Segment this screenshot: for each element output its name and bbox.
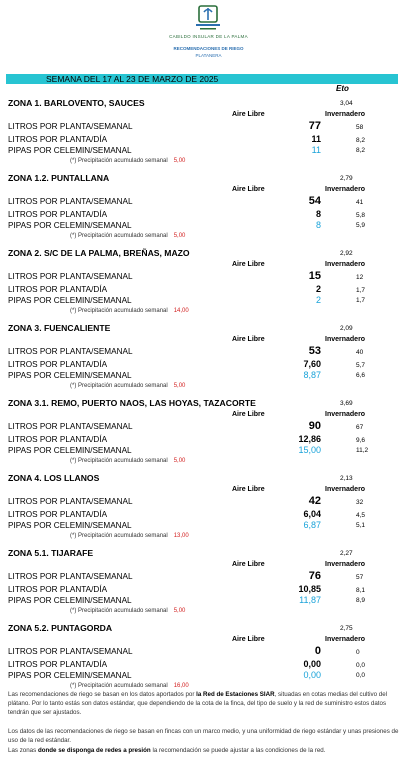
row-label-pipas: PIPAS POR CELEMIN/SEMANAL: [8, 296, 132, 305]
al-semanal-value: 53: [308, 345, 321, 357]
al-dia-value: 0,00: [303, 659, 321, 669]
al-dia-value: 8: [315, 209, 321, 219]
row-label-pipas: PIPAS POR CELEMIN/SEMANAL: [8, 596, 132, 605]
al-semanal-value: 15: [308, 270, 321, 282]
inv-pipas-value: 11,2: [356, 447, 369, 454]
al-pipas-value: 8: [315, 220, 321, 230]
inv-semanal-value: 32: [356, 499, 364, 506]
zone-eto: 3,69: [340, 400, 353, 407]
zone-eto: 3,04: [340, 100, 353, 107]
al-pipas-value: 2: [315, 295, 321, 305]
inv-dia-value: 1,7: [356, 287, 366, 294]
row-label-dia: LITROS POR PLANTA/DÍA: [8, 360, 108, 369]
al-pipas-value: 8,87: [303, 370, 321, 380]
zone-eto: 2,09: [340, 325, 353, 332]
precipitation-value: 5,00: [173, 458, 186, 464]
precipitation-note: (*) Precipitación acumulado semanal 5,00: [70, 608, 186, 614]
al-dia-value: 11: [311, 134, 321, 144]
zone-title: ZONA 5.2. PUNTAGORDA: [8, 623, 113, 633]
row-label-pipas: PIPAS POR CELEMIN/SEMANAL: [8, 521, 132, 530]
al-pipas-value: 0,00: [303, 670, 321, 680]
zone-block: [0, 544, 417, 619]
zone-title: ZONA 4. LOS LLANOS: [8, 473, 100, 483]
zone-eto: 2,75: [340, 625, 353, 632]
col-aire-libre: Aire Libre: [232, 261, 265, 268]
row-label-semanal: LITROS POR PLANTA/SEMANAL: [8, 122, 133, 131]
row-label-dia: LITROS POR PLANTA/DÍA: [8, 210, 108, 219]
zone-block: [0, 619, 417, 694]
eto-header: Eto: [336, 84, 349, 93]
precipitation-note: (*) Precipitación acumulado semanal 5,00: [70, 233, 186, 239]
row-label-pipas: PIPAS POR CELEMIN/SEMANAL: [8, 221, 132, 230]
inv-pipas-value: 1,7: [356, 297, 366, 304]
col-invernadero: Invernadero: [325, 561, 366, 568]
precipitation-note: (*) Precipitación acumulado semanal 14,00: [70, 308, 189, 314]
col-aire-libre: Aire Libre: [232, 336, 265, 343]
inv-dia-value: 5,7: [356, 362, 366, 369]
inv-dia-value: 8,1: [356, 587, 366, 594]
precipitation-value: 13,00: [173, 533, 189, 539]
col-invernadero: Invernadero: [325, 486, 366, 493]
zone-block: [0, 169, 417, 244]
row-label-semanal: LITROS POR PLANTA/SEMANAL: [8, 272, 133, 281]
al-pipas-value: 6,87: [303, 520, 321, 530]
precipitation-value: 14,00: [173, 308, 189, 314]
footer-paragraph-3: Las zonas donde se disponga de redes a presión la recomendación se puede ajustar a las condiciones de la red.: [8, 747, 326, 754]
org-line-1: CABILDO INSULAR DE LA PALMA: [169, 34, 248, 39]
cabildo-logo-icon: [190, 4, 226, 34]
precipitation-note: (*) Precipitación acumulado semanal 5,00: [70, 458, 186, 464]
row-label-semanal: LITROS POR PLANTA/SEMANAL: [8, 422, 133, 431]
row-label-dia: LITROS POR PLANTA/DÍA: [8, 510, 108, 519]
zone-title: ZONA 3.1. REMO, PUERTO NAOS, LAS HOYAS, TAZACORTE: [8, 398, 256, 408]
zone-eto: 2,92: [340, 250, 353, 257]
al-dia-value: 2: [315, 284, 321, 294]
al-pipas-value: 11,87: [299, 595, 321, 605]
row-label-semanal: LITROS POR PLANTA/SEMANAL: [8, 497, 133, 506]
row-label-semanal: LITROS POR PLANTA/SEMANAL: [8, 572, 133, 581]
inv-dia-value: 8,2: [356, 137, 366, 144]
inv-semanal-value: 57: [356, 574, 364, 581]
col-aire-libre: Aire Libre: [232, 411, 265, 418]
al-pipas-value: 15,00: [298, 445, 321, 455]
col-aire-libre: Aire Libre: [232, 111, 265, 118]
row-label-dia: LITROS POR PLANTA/DÍA: [8, 285, 108, 294]
inv-pipas-value: 6,6: [356, 372, 366, 379]
inv-dia-value: 4,5: [356, 512, 366, 519]
col-aire-libre: Aire Libre: [232, 561, 265, 568]
col-invernadero: Invernadero: [325, 636, 366, 643]
inv-semanal-value: 40: [356, 349, 364, 356]
row-label-semanal: LITROS POR PLANTA/SEMANAL: [8, 647, 133, 656]
precipitation-note: (*) Precipitación acumulado semanal 5,00: [70, 158, 186, 164]
inv-pipas-value: 8,2: [356, 147, 366, 154]
al-semanal-value: 42: [308, 495, 321, 507]
inv-dia-value: 9,6: [356, 437, 366, 444]
col-aire-libre: Aire Libre: [232, 186, 265, 193]
al-dia-value: 7,60: [303, 359, 321, 369]
zones-list: [0, 94, 417, 694]
col-invernadero: Invernadero: [325, 411, 366, 418]
al-semanal-value: 0: [314, 645, 321, 657]
zone-eto: 2,79: [340, 175, 353, 182]
inv-pipas-value: 8,9: [356, 597, 366, 604]
precipitation-value: 5,00: [173, 383, 186, 389]
precipitation-value: 5,00: [173, 233, 186, 239]
zone-block: [0, 244, 417, 319]
al-semanal-value: 54: [308, 195, 321, 207]
inv-pipas-value: 5,1: [356, 522, 366, 529]
row-label-dia: LITROS POR PLANTA/DÍA: [8, 135, 108, 144]
row-label-dia: LITROS POR PLANTA/DÍA: [8, 585, 108, 594]
header: [0, 0, 417, 74]
inv-semanal-value: 41: [356, 199, 364, 206]
al-dia-value: 12,86: [298, 434, 321, 444]
row-label-pipas: PIPAS POR CELEMIN/SEMANAL: [8, 446, 132, 455]
col-invernadero: Invernadero: [325, 261, 366, 268]
zone-title: ZONA 2. S/C DE LA PALMA, BREÑAS, MAZO: [8, 248, 190, 258]
org-line-2: RECOMENDACIONES DE RIEGO: [173, 46, 244, 51]
zone-title: ZONA 1. BARLOVENTO, SAUCES: [8, 98, 145, 108]
al-pipas-value: 11: [311, 145, 321, 155]
col-invernadero: Invernadero: [325, 336, 366, 343]
precipitation-value: 16,00: [173, 683, 189, 689]
inv-semanal-value: 0: [356, 649, 360, 656]
zone-block: [0, 94, 417, 169]
precipitation-note: (*) Precipitación acumulado semanal 16,00: [70, 683, 189, 689]
precipitation-note: (*) Precipitación acumulado semanal 13,00: [70, 533, 189, 539]
row-label-pipas: PIPAS POR CELEMIN/SEMANAL: [8, 371, 132, 380]
inv-dia-value: 5,8: [356, 212, 366, 219]
al-semanal-value: 76: [308, 570, 321, 582]
inv-semanal-value: 67: [356, 424, 364, 431]
precipitation-note: (*) Precipitación acumulado semanal 5,00: [70, 383, 186, 389]
zone-title: ZONA 3. FUENCALIENTE: [8, 323, 111, 333]
zone-block: [0, 469, 417, 544]
col-invernadero: Invernadero: [325, 186, 366, 193]
row-label-pipas: PIPAS POR CELEMIN/SEMANAL: [8, 671, 132, 680]
row-label-dia: LITROS POR PLANTA/DÍA: [8, 660, 108, 669]
col-aire-libre: Aire Libre: [232, 486, 265, 493]
precipitation-value: 5,00: [173, 158, 186, 164]
week-text: SEMANA DEL 17 AL 23 DE MARZO DE 2025: [46, 74, 219, 84]
row-label-pipas: PIPAS POR CELEMIN/SEMANAL: [8, 146, 132, 155]
zone-block: [0, 319, 417, 394]
row-label-dia: LITROS POR PLANTA/DÍA: [8, 435, 108, 444]
zone-title: ZONA 5.1. TIJARAFE: [8, 548, 94, 558]
col-aire-libre: Aire Libre: [232, 636, 265, 643]
week-banner: [6, 74, 398, 84]
col-invernadero: Invernadero: [325, 111, 366, 118]
zone-title: ZONA 1.2. PUNTALLANA: [8, 173, 110, 183]
zone-eto: 2,27: [340, 550, 353, 557]
footer-paragraph-2: Los datos de las recomendaciones de riego se basan en fincas con un marco medio, y una uniformidad de riego estándar y unas presiones de uso de la red estándar.: [8, 728, 399, 744]
zone-eto: 2,13: [340, 475, 353, 482]
org-line-3: PLATANERA: [195, 53, 222, 58]
al-semanal-value: 90: [308, 420, 321, 432]
al-semanal-value: 77: [308, 120, 321, 132]
footer-paragraph-1: Las recomendaciones de riego se basan en los datos aportados por la Red de Estaciones SIAR, situadas en cotas medias del cultivo del plátano. Por lo tanto estás son datos estándar, que dependiendo de la cota de la finca, del tipo de suelo y la red de suministro estos datos tendrán que ser ajustados.: [8, 691, 388, 716]
al-dia-value: 10,85: [298, 584, 321, 594]
precipitation-value: 5,00: [173, 608, 186, 614]
zone-block: [0, 394, 417, 469]
inv-pipas-value: 5,9: [356, 222, 366, 229]
inv-dia-value: 0,0: [356, 662, 366, 669]
inv-pipas-value: 0,0: [356, 672, 366, 679]
inv-semanal-value: 58: [356, 124, 364, 131]
inv-semanal-value: 12: [356, 274, 364, 281]
al-dia-value: 6,04: [303, 509, 321, 519]
row-label-semanal: LITROS POR PLANTA/SEMANAL: [8, 347, 133, 356]
row-label-semanal: LITROS POR PLANTA/SEMANAL: [8, 197, 133, 206]
